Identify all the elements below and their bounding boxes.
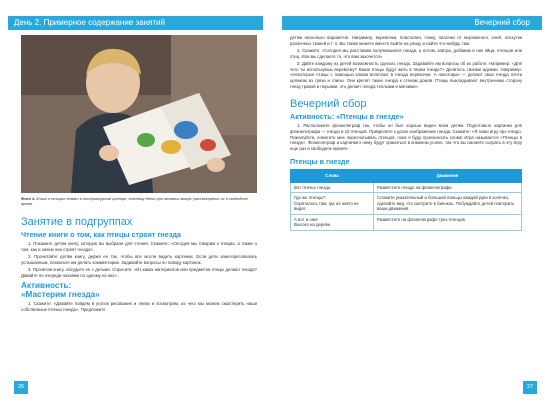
table-cell-words: Где же птенцы? Спряталось там, где их никто не видит. bbox=[291, 193, 374, 215]
subsection-title-reading: Чтение книги о том, как птицы строят гнезда bbox=[21, 230, 181, 239]
paragraph: 3. Прочитав книгу, обсудите ее с детьми. Спросите: «Из каких материалов или предметов птицы делают гнезда? Давайте по очереди назовем по одному из них». bbox=[21, 266, 257, 278]
section-title-evening: Вечерний сбор bbox=[290, 98, 367, 111]
table-row bbox=[291, 214, 522, 230]
paragraph: 2. Прочитайте детям книгу, держа ее так, чтобы все могли видеть картинки. Если дети заинтересовались услышанным, позвольте им делать комментарии. Задавайте вопросы по поводу картинок. bbox=[21, 253, 257, 265]
activity-title-chicks: Активность: «Птенцы в гнезде» bbox=[290, 112, 404, 122]
page-number-right: 27 bbox=[523, 381, 537, 394]
table-row bbox=[291, 193, 522, 215]
paragraph: 1. Покажите детям книгу, которую вы выбрали для чтения. Скажите: «Сегодня мы говорим о птицах, а также о том, как и зачем они строят гнезда». bbox=[21, 241, 257, 252]
page-number-left: 26 bbox=[14, 381, 28, 394]
table-row bbox=[291, 182, 522, 193]
activity-label: Активность: bbox=[21, 281, 72, 291]
photo-caption bbox=[21, 196, 257, 206]
paragraph: 2. Скажите: «Сегодня мы расставим получившиеся гнезда, а потом, завтра, добавим в них яйца, птенцов или птиц. Или вы сделаете то, что вам захочется». bbox=[290, 47, 522, 59]
table-cell-words: Вот птичье гнездо. bbox=[291, 182, 374, 193]
paragraph: 1. Скажите: «Давайте пойдем в уголок рисования и лепки и посмотрим, из чего мы можем смастерить наши собственные птичьи гнезда». Предложите bbox=[21, 301, 257, 312]
section-title-subgroups: Занятие в подгруппах bbox=[21, 216, 133, 228]
rhyme-table bbox=[290, 169, 522, 231]
paragraph: 3. Дайте каждому из детей возможность сделать гнездо. Задавайте им вопросы об их работе. Например: «Для чего ты используешь веревочку? Какие птицы будут жить в твоем гнезде?» Делитесь своими идеями. Например: «Некоторые птицы с помощью клюва вплетают в гнезда веревочки. А некоторые — делают свои гнезда почти целиком из грязи и глины. Они крепят такие гнезда к стенам домов. Птицы выкладывают внутреннюю сторону гнезд травой и перьями, это делает гнезда теплыми и мягкими». bbox=[290, 60, 522, 89]
table-header-movements: Движения bbox=[374, 169, 522, 182]
paragraph: детям несколько вариантов. Например, веревочки, пластилин, глину, палочки от мороженого, клей, лоскутки различных тканей и т. п. Вы также можете вместе выйти на улицу и найти что-нибудь там. bbox=[290, 35, 522, 46]
right-page bbox=[290, 35, 522, 231]
caption-text: Книги о птицах лежат в литературном центре, поэтому дети при желании могут рассмотреть их в свободное время. bbox=[21, 196, 248, 206]
left-page bbox=[21, 35, 257, 314]
activity-title: «Мастерим гнезда» bbox=[21, 290, 100, 300]
running-header-right: Вечерний сбор bbox=[282, 16, 542, 30]
table-header-row bbox=[291, 169, 522, 182]
table-header-words: Слова bbox=[291, 169, 374, 182]
photo-illustration bbox=[21, 35, 257, 193]
table-cell-movements: Разместите на фланелеграфе трех птенцов. bbox=[374, 214, 522, 230]
running-header-left: День 2. Примерное содержание занятий bbox=[8, 16, 263, 30]
activity-heading bbox=[21, 281, 257, 299]
caption-label: Фото 4. bbox=[21, 196, 36, 201]
table-title: Птенцы в гнезде bbox=[290, 156, 350, 166]
photo-child-reading bbox=[21, 35, 257, 193]
table-cell-movements: Разместите гнездо на фланелеграфе. bbox=[374, 182, 522, 193]
table-cell-words: А вот и они! Высоко на дереве. bbox=[291, 214, 374, 230]
table-cell-movements: Сложите указательный и большой пальцы каждой руки в колечко, сделайте вид, что смотрите в бинокль. Побуждайте детей повторить ваши движения. bbox=[374, 193, 522, 215]
paragraph: 1. Расположите фланелеграф так, чтобы он был хорошо виден всем детям. Подготовьте картинки для фланелеграфа — гнездо и 10 птенцов. Прикрепите к доске изображение гнезда. Скажите: «Я знаю игру про гнездо. Пожалуйста, помогите мне пересчитывать птенцов, пока я буду произносить слова! Игра называется «Птенцы в гнезде». Фланелеграф и картинки к нему будут храниться в книжном уголке, так что вы сможете сыграть в эту игру еще раз в свободное время». bbox=[290, 123, 522, 152]
